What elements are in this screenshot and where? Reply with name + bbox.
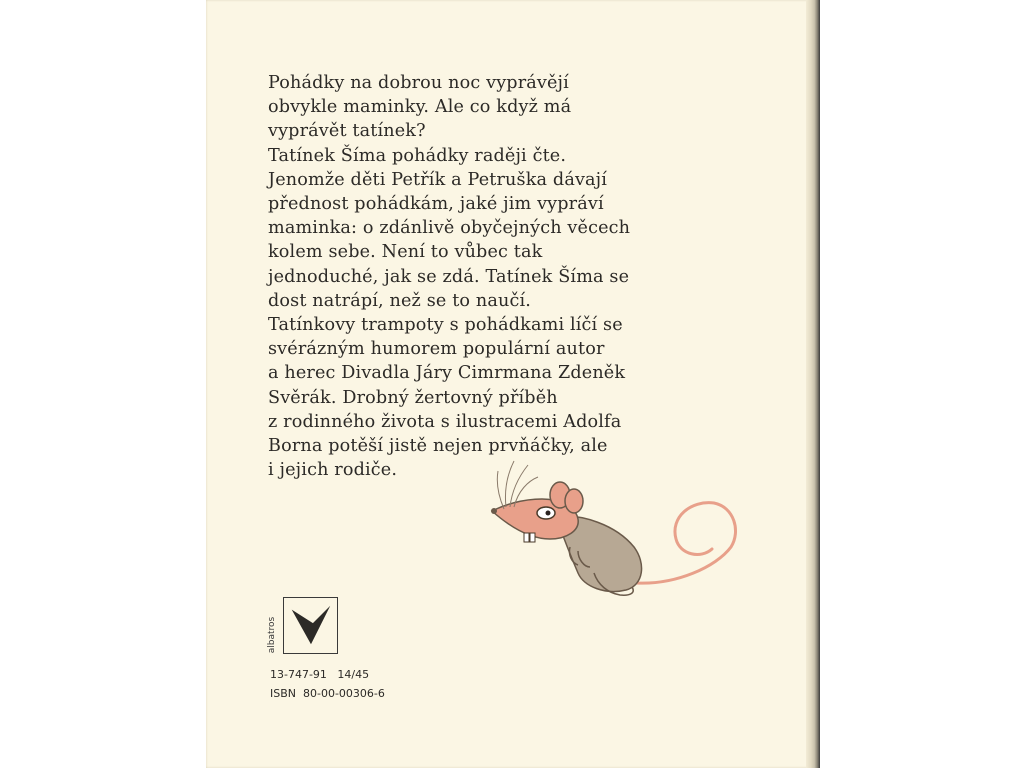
- albatros-logo-icon: [283, 597, 338, 654]
- blurb-line: jednoduché, jak se zdá. Tatínek Šíma se: [268, 266, 630, 287]
- blurb-line: Tatínkovy trampoty s pohádkami líčí se: [268, 315, 623, 336]
- blurb-line: Borna potěší jistě nejen prvňáčky, ale: [268, 436, 608, 457]
- blurb-text: [268, 71, 708, 482]
- blurb-line: kolem sebe. Není to vůbec tak: [268, 242, 543, 263]
- blurb-line: z rodinného života s ilustracemi Adolfa: [268, 411, 622, 432]
- blurb-line: Pohádky na dobrou noc vyprávějí: [268, 73, 569, 93]
- blurb-line: maminka: o zdánlivě obyčejných věcech: [268, 218, 631, 239]
- blurb-line: svérázným humorem populární autor: [268, 339, 605, 360]
- blurb-line: vyprávět tatínek?: [268, 121, 426, 142]
- blurb-line: Tatínek Šíma pohádky raději čte.: [268, 145, 567, 166]
- blurb-line: Svěrák. Drobný žertovný příběh: [268, 387, 558, 408]
- blurb-line: obvykle maminky. Ale co když má: [268, 97, 572, 118]
- blurb-line: přednost pohádkám, jaké jim vypráví: [268, 194, 604, 215]
- blurb-line: a herec Divadla Járy Cimrmana Zdeněk: [268, 363, 626, 384]
- publication-codes: [270, 665, 385, 703]
- cover-edge: [806, 0, 820, 768]
- publisher-name: albatros: [267, 616, 277, 654]
- mouse-illustration: [486, 455, 738, 605]
- blurb-line: Jenomže děti Petřík a Petruška dávají: [268, 169, 608, 190]
- isbn: ISBN 80-00-00306-6: [270, 687, 385, 700]
- catalog-number: 13-747-91 14/45: [270, 668, 370, 681]
- blurb-line: i jejich rodiče.: [268, 460, 398, 481]
- blurb-line: dost natrápí, než se to naučí.: [268, 290, 532, 311]
